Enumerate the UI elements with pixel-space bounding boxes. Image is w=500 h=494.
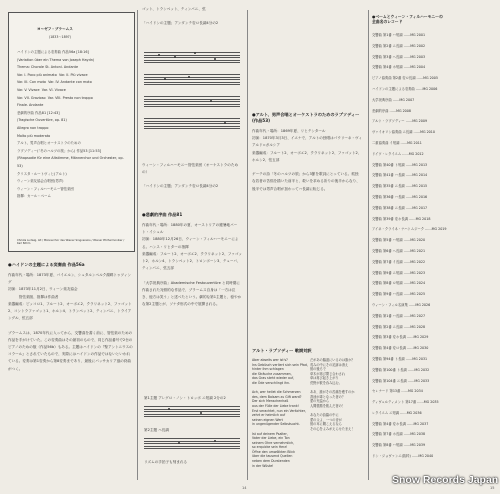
record-list-item: 交響曲 第4番 ホ短調 ……MG 2004: [372, 65, 426, 70]
haydn-title: ●ハイドンの主題による変奏曲 作品56a: [8, 262, 85, 267]
music-note: [214, 440, 216, 442]
mid-top-text: [142, 6, 242, 27]
music-note: [224, 122, 226, 124]
record-list-item: アイネ・クライネ・ナハトムジーク ……MG 2019: [372, 227, 447, 232]
record-list-item: ヴァイオリン協奏曲 ニ長調 ……MG 2010: [372, 130, 435, 135]
record-list-item: ドイツ・レクイエム ……MG 2012: [372, 151, 424, 156]
record-list-item: 交響曲 第8番 ハ短調 ……MG 2039: [372, 443, 426, 448]
record-list-item: 交響曲 第2番 ニ長調 ……MG 2002: [372, 43, 426, 48]
record-list-item: 交響曲 第94番 ト長調 ……MG 2031: [372, 356, 428, 361]
record-list-item: ハイドンの主題による変奏曲 ……MG 2006: [372, 86, 438, 91]
tracklist-line: Molto più moderato: [17, 133, 51, 138]
tracklist-line: ウィーン楽友協会合唱団(男声): [17, 179, 64, 184]
record-list-item: ディヴェルティメント 第17番 ……MG 2035: [372, 400, 439, 405]
mid-lower-text: ウィーン・フィルハーモニー管弦楽団（オーケストラのための） 「ハイドンの主題」アンダンテ変ロ長調4分の2: [142, 163, 239, 188]
music-note: [174, 56, 176, 58]
tragic-body: 作曲年代・場所：1880年の夏、オーストリアの避暑地バート・イシュル 初演：1880年12月26日、ウィーン・フィルハーモニーによる。ハンス・リヒターの指揮 楽器編成：フルート2、オーボエ2、クラリネット2、ファゴット2、ホルン4、トランペット2、トロンボーン3、テューバ、ティンパニ、弦五部 「大学祝典序曲」Akademische Festouvertüre と同時期に作曲された対照的な作品で、ブラームス自身は「一方は泣き、他方は笑う」と述べたという。劇的な第1主題と、穏やかな第2主題とが、ソナタ形式の中で展開される。: [142, 223, 242, 307]
haydn-body: 作曲年代・場所：1873年夏、バイエルン、シュタルンベルク湖畔トゥツィング 初演：1873年11月2日、ウィーン楽友協会 管弦楽版、指揮は作曲者 楽器編成：ピッコロ1、フルート2、オーボエ2、クラリネット2、ファゴット2、コントラファゴット1、ホルン4、トランペット2、ティンパニ、トライアングル、弦五部 ブラームスは、1870年代に入ってから、交響曲を書く前に、管弦楽のための作品を手がけていた。この変奏曲はその最初のもので、同じ作品番号で2台のピアノのための版（作品56b）もある。主題はハイドンの『聖アントニウスのコラール』とされていたもので、実際にはハイドンの作品ではないといわれている。変奏は第1変奏から第8変奏まであり、最後にパッサカリア風の終曲がつく。: [8, 273, 133, 371]
tracklist-line: (Tragische Ouvertüre, op. 81): [17, 118, 67, 123]
page-number-left: 14: [242, 486, 247, 490]
record-list-item: 交響曲 第39番 変ホ長調 ……MG 2018: [372, 216, 431, 221]
music-note: [214, 58, 216, 60]
record-list-item: 交響曲 第5番 ハ短調 ……MG 2020: [372, 238, 426, 243]
rhapsody-section: [252, 112, 362, 340]
record-list-item: 交響曲 第9番 ハ長調 ……MG 2025: [372, 292, 426, 297]
watermark-text: Snow Records Japan: [392, 474, 499, 486]
music-excerpt-2: [144, 404, 240, 424]
haydn-section: [8, 262, 133, 480]
record-list-item: 二重協奏曲 イ短調 ……MG 2011: [372, 140, 422, 145]
tracklist-line: ハイドンの主題による変奏曲 作品56a [18:16]: [17, 50, 89, 54]
record-list-item: 交響曲 第7番 ホ長調 ……MG 2038: [372, 432, 426, 437]
lyrics-title: アルト・ラプソディー 歌詞対訳: [252, 348, 312, 353]
column-divider-3: [368, 10, 369, 480]
record-list-item: 交響曲 第1番 ハ短調 ……MG 2001: [372, 33, 426, 37]
music-staff: [144, 406, 240, 418]
column-divider-1: [137, 10, 138, 480]
record-list-title: ●ベームとウィーン・フィルハーモニーの 全曲名のレコード: [372, 14, 443, 24]
record-list-item: アルト・ラプソディー ……MG 2009: [372, 119, 428, 124]
music-note: [210, 100, 212, 102]
music-label-1: 第1主題 アレグロ・ノン・トロッポ ニ短調 2分の2: [144, 396, 226, 400]
music-note: [158, 54, 160, 56]
record-list-item: 交響曲 第104番 ニ長調 ……MG 2033: [372, 378, 430, 383]
composer-dates: (1833〜1897): [49, 35, 71, 39]
tracklist-line: アルト、男声合唱とオーケストラのための: [17, 141, 81, 146]
music-excerpt-3: [144, 436, 240, 456]
music-label-3: リズムの手拍子も刻まれる: [144, 460, 188, 464]
music-staff: [144, 96, 240, 108]
record-list-item: 交響曲 第6番 ヘ長調 ……MG 2021: [372, 248, 426, 253]
rhapsody-body: 作曲年代・場所：1869年夏、リヒテンタール 初演：1870年3月3日、イエナで、アルトの独唱はパウリーネ・ヴィアルド=ガルシア 楽器編成：フルート2、オーボエ2、クラリネット2、ファゴット2、ホルン2、弦五部 ゲーテの詩「冬のハルツの旅」から3節を歌詞にとっている。孤独な若者の苦悩を描いた前半と、救いを求める祈りの後半からなり、後半では男声合唱が加わってハ長調に転じる。: [252, 129, 362, 191]
music-note: [200, 412, 202, 414]
record-list-section: [372, 14, 492, 474]
tracklist-line: 指揮：カール・ベーム: [17, 194, 51, 199]
record-list-item: 交響曲 第40番 ト短調 ……MG 2013: [372, 162, 428, 167]
record-list: [372, 30, 492, 462]
tracklist-line: Var. III. Con moto Var. IV. Andante con moto: [17, 80, 92, 85]
record-list-item: ウィーン・フィル名演集 ……MG 2026: [372, 302, 431, 307]
tragic-section: [142, 212, 242, 392]
record-list-item: 悲劇的序曲 ……MG 2008: [372, 108, 411, 113]
tracklist-line: Finale. Andante: [17, 103, 44, 108]
record-list-item: 交響曲 第36番 ハ長調 ……MG 2016: [372, 194, 428, 199]
music-note: [178, 442, 180, 444]
record-list-item: 交響曲 第1番 ハ長調 ……MG 2027: [372, 313, 426, 318]
music-staff: [144, 118, 240, 130]
mid-top-caption: ゴット、トランペット、ティンパニ、弦 「ハイドンの主題」アンダンテ変ロ長調4分の2: [142, 7, 219, 25]
record-list-item: レクイエム ニ短調 ……MG 2036: [372, 410, 422, 415]
lyrics-japanese: だがあの脇道にいるのは誰か？ 茂みの中にその足跡は消え 彼の後ろで 草木が再び閉じ合わされ 草は再び起き上がり 荒野が彼を呑み込む。 ああ、誰がその苦痛を癒すのか 香油が毒となった者の？ 愛の充溢から 人間憎悪を飲んだ者の！ あなたの詩篇の中に 愛の父よ、一つの音が 彼の耳に聞こえるなら その心をよみがえらせたまえ！: [310, 358, 355, 431]
tracklist-line: (Rhapsodie für eine Altstimme, Männerchor und Orchester, op. 53): [17, 156, 125, 168]
tracklist-line: Var. VII. Grazioso Var. VIII. Presto non troppo: [17, 95, 93, 100]
record-list-item: 交響曲 第38番 ニ長調 ……MG 2017: [372, 205, 428, 210]
tracklist-body: [17, 49, 129, 239]
record-list-item: 交響曲 第41番 ハ長調 ……MG 2014: [372, 173, 428, 178]
music-excerpt-1: [144, 48, 240, 158]
record-list-item: 交響曲 第3番 変ホ長調 ……MG 2029: [372, 335, 429, 340]
record-list-item: 交響曲 第2番 ニ長調 ……MG 2028: [372, 324, 426, 329]
record-list-item: 交響曲 第3番 ヘ長調 ……MG 2003: [372, 54, 426, 59]
record-list-item: 大学祝典序曲 ……MG 2007: [372, 97, 415, 102]
column-divider-2: [247, 10, 248, 480]
record-list-item: 交響曲 第8番 ロ短調 ……MG 2024: [372, 281, 426, 286]
lyrics-german: Aber abseits wer ist's? Ins Gebüsch verliert sich sein Pfad, hinter ihm schlagen die Sträuche zusammen, das Gras steht wieder auf, die Öde verschlingt ihn. Ach, wer heilet die Schmerzen des, dem Balsam zu Gift ward? Der sich Menschenhaß aus der Fülle der Liebe trank! Erst verachtet, nun ein Verächter, zehrt er heimlich auf seinen eignen Wert in ungenügender Selbstsucht. Ist auf deinem Psalter, Vater der Liebe, ein Ton seinem Ohre vernehmlich, so erquicke sein Herz! Öffne den umwölkten Blick über die tausend Quellen neben dem Durstenden in der Wüste!: [252, 358, 308, 468]
tragic-title: ●悲劇的序曲 作品81: [142, 212, 183, 217]
rhapsody-title: ●アルト、男声合唱とオーケストラのためのラプソディー(作品53): [252, 112, 360, 123]
page-number-right: 15: [490, 486, 495, 490]
tracklist-line: クリスタ・ルートヴィヒ(アルト): [17, 171, 67, 176]
tracklist-line: 悲劇的序曲 作品81 [12:43]: [17, 110, 60, 115]
record-list-item: 交響曲 第9番 ニ短調 ……MG 2023: [372, 270, 426, 275]
record-list-item: 交響曲 第35番 ニ長調 ……MG 2015: [372, 184, 428, 189]
record-list-item: 交響曲 第4番 変ロ長調 ……MG 2030: [372, 346, 429, 351]
music-note: [194, 52, 196, 54]
tracklist-label: ヨーゼフ・ブラームス: [37, 27, 73, 31]
music-staff: [144, 74, 240, 86]
tracklist-line: ラプソディー(「冬のハルツの旅」から) 作品53 [11:53]: [17, 148, 101, 153]
tracklist-line: Var. I. Poco più animato Var. II. Più vivace: [17, 72, 88, 77]
tracklist-line: ウィーン・フィルハーモニー管弦楽団: [17, 186, 74, 191]
tracklist-line: Allegro non troppo: [17, 125, 49, 130]
record-list-item: ドン・ジョヴァンニ(抜粋) ……MG 2040: [372, 454, 434, 459]
music-staff: [144, 438, 240, 450]
music-note: [164, 78, 166, 80]
tracklist-line: Thema: Chorale St. Antoni. Andante: [17, 65, 79, 70]
tracklist-box: [8, 12, 135, 252]
music-label-2: 第2主題 ヘ長調: [144, 428, 169, 432]
record-list-item: セレナード 第13番 ……MG 2034: [372, 389, 423, 394]
record-list-item: 交響曲 第100番 ト長調 ……MG 2032: [372, 367, 430, 372]
mid-lower-caption: [142, 162, 242, 190]
record-list-item: ピアノ協奏曲 第2番 変ロ長調 ……MG 2005: [372, 76, 438, 81]
tracklist-credit-note: Christa Ludwig, Alt / Männerchor des Wiener Singvereins / Wiener Philharmoniker / Karl Böhm: [17, 239, 126, 246]
record-list-item: 交響曲 第7番 イ長調 ……MG 2022: [372, 259, 426, 264]
tracklist-line: (Variation über ein Thema von Joseph Haydn): [17, 57, 95, 62]
tracklist-line: Var. V. Vivace Var. VI. Vivace: [17, 87, 66, 92]
record-list-item: 交響曲 第4番 変ホ長調 ……MG 2037: [372, 421, 429, 426]
music-note: [188, 76, 190, 78]
music-note: [168, 408, 170, 410]
